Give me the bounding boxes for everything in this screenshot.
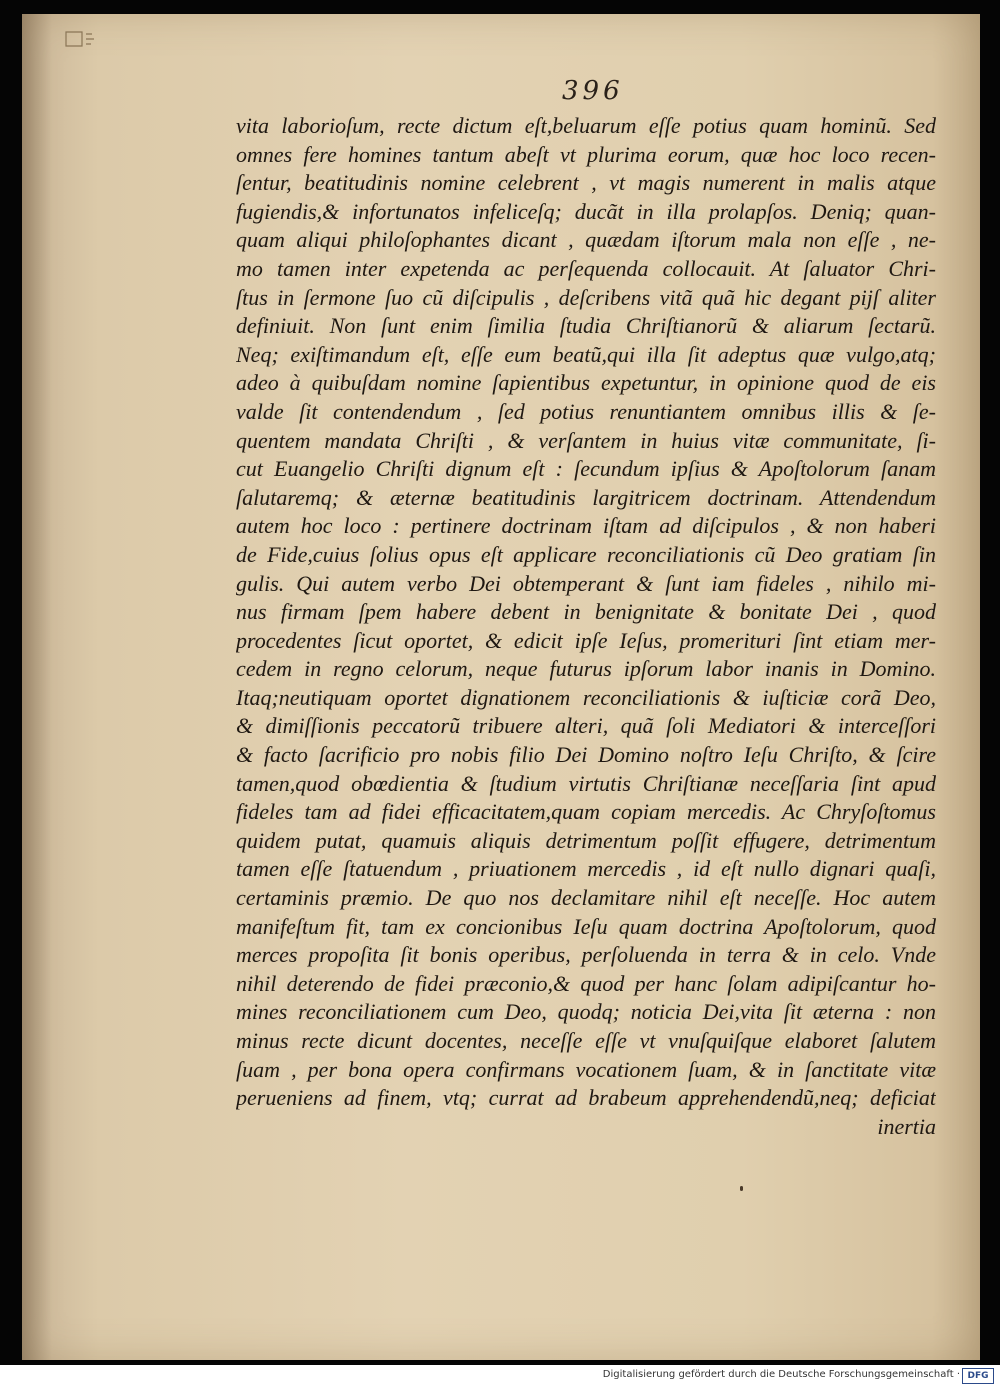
dfg-logo-icon: DFG: [962, 1368, 994, 1384]
text-line: quentem mandata Chriſti , & verſantem in huius vitæ communitate, ſi-: [236, 427, 936, 453]
page-number: 396: [562, 76, 624, 106]
text-line: merces propoſita ſit bonis operibus, perſoluenda in terra & in celo. Vnde: [236, 942, 936, 968]
text-line: nihil deterendo de fidei præconio,& quod per hanc ſolam adipiſcantur ho-: [236, 970, 936, 996]
text-line: valde ſit contendendum , ſed potius renuntiantem omnibus illis & ſe-: [236, 398, 936, 424]
footer-credit-text: Digitalisierung gefördert durch die Deutsche Forschungsgemeinschaft ·: [602, 1369, 960, 1380]
library-stamp-icon: [62, 28, 96, 50]
text-line: tamen eſſe ſtatuendum , priuationem mercedis , id eſt nullo dignari quaſi,: [236, 856, 936, 882]
text-line: mines reconciliationem cum Deo, quodq; noticia Dei,vita ſit æterna : non: [236, 999, 936, 1025]
text-line: adeo à quibuſdam nomine ſapientibus expetuntur, in opinione quod de eis: [236, 370, 936, 396]
text-line: definiuit. Non ſunt enim ſimilia ſtudia Chriſtianorũ & aliarum ſectarũ.: [236, 313, 936, 339]
text-line: procedentes ſicut oportet, & edicit ipſe Ieſus, promerituri ſint etiam mer-: [236, 627, 936, 653]
body-text: [236, 112, 936, 1141]
text-line: fideles tam ad fidei efficacitatem,quam copiam mercedis. Ac Chryſoſtomus: [236, 799, 936, 825]
text-line: ſtus in ſermone ſuo cũ diſcipulis , deſcribens vitã quã hic degant pijſ aliter: [236, 284, 936, 310]
text-line: vita laborioſum, recte dictum eſt,beluarum eſſe potius quam hominũ. Sed: [236, 113, 936, 138]
text-line: Neq; exiſtimandum eſt, eſſe eum beatũ,qui illa ſit adeptus quæ vulgo,atq;: [236, 341, 936, 367]
text-line: & facto ſacrificio pro nobis filio Dei Domino noſtro Ieſu Chriſto, & ſcire: [236, 742, 936, 768]
text-line: & dimiſſionis peccatorũ tribuere alteri, quã ſoli Mediatori & interceſſori: [236, 713, 936, 739]
text-line: Itaq;neutiquam oportet dignationem reconciliationis & iuſticiæ corã Deo,: [236, 684, 936, 710]
text-line: quidem putat, quamuis aliquis detrimentum poſſit effugere, detrimentum: [236, 827, 936, 853]
text-line: fugiendis,& infortunatos infeliceſq; ducãt in illa prolapſos. Deniq; quan-: [236, 198, 936, 224]
text-line: omnes fere homines tantum abeſt vt plurima eorum, quæ hoc loco recen-: [236, 141, 936, 167]
digitization-footer: [0, 1365, 1000, 1387]
text-line: perueniens ad finem, vtq; currat ad brabeum apprehendendũ,neq; deficiat: [236, 1085, 936, 1111]
page-gutter-shadow: [22, 14, 52, 1360]
text-line: quam aliqui philoſophantes dicant , quædam iſtorum mala non eſſe , ne-: [236, 227, 936, 253]
ink-speck: [740, 1186, 743, 1191]
text-line: cedem in regno celorum, neque futurus ipſorum labor inanis in Domino.: [236, 656, 936, 682]
text-line: ſuam , per bona opera confirmans vocationem ſuam, & in ſanctitate vitæ: [236, 1056, 936, 1082]
text-line: manifeſtum fit, tam ex concionibus Ieſu quam doctrina Apoſtolorum, quod: [236, 913, 936, 939]
text-line: gulis. Qui autem verbo Dei obtemperant & ſunt iam fideles , nihilo mi-: [236, 570, 936, 596]
text-line: cut Euangelio Chriſti dignum eſt : ſecundum ipſius & Apoſtolorum ſanam: [236, 456, 936, 482]
text-line: de Fide,cuius ſolius opus eſt applicare reconciliationis cũ Deo gratiam ſin: [236, 541, 936, 567]
text-line: nus firmam ſpem habere debent in benignitate & bonitate Dei , quod: [236, 599, 936, 625]
text-line: tamen,quod obœdientia & ſtudium virtutis Chriſtianæ neceſſaria ſint apud: [236, 770, 936, 796]
text-line: inertia: [877, 1113, 936, 1139]
text-line: autem hoc loco : pertinere doctrinam iſtam ad diſcipulos , & non haberi: [236, 513, 936, 539]
text-line: mo tamen inter expetenda ac perſequenda collocauit. At ſaluator Chri-: [236, 255, 936, 281]
text-line: minus recte dicunt docentes, neceſſe eſſe vt vnuſquiſque elaboret ſalutem: [236, 1028, 936, 1053]
text-line: ſentur, beatitudinis nomine celebrent , vt magis numerent in malis atque: [236, 170, 936, 196]
text-line: ſalutaremq; & æternæ beatitudinis largitricem doctrinam. Attendendum: [236, 484, 936, 510]
text-line: certaminis præmio. De quo nos declamitare nihil eſt neceſſe. Hoc autem: [236, 885, 936, 911]
